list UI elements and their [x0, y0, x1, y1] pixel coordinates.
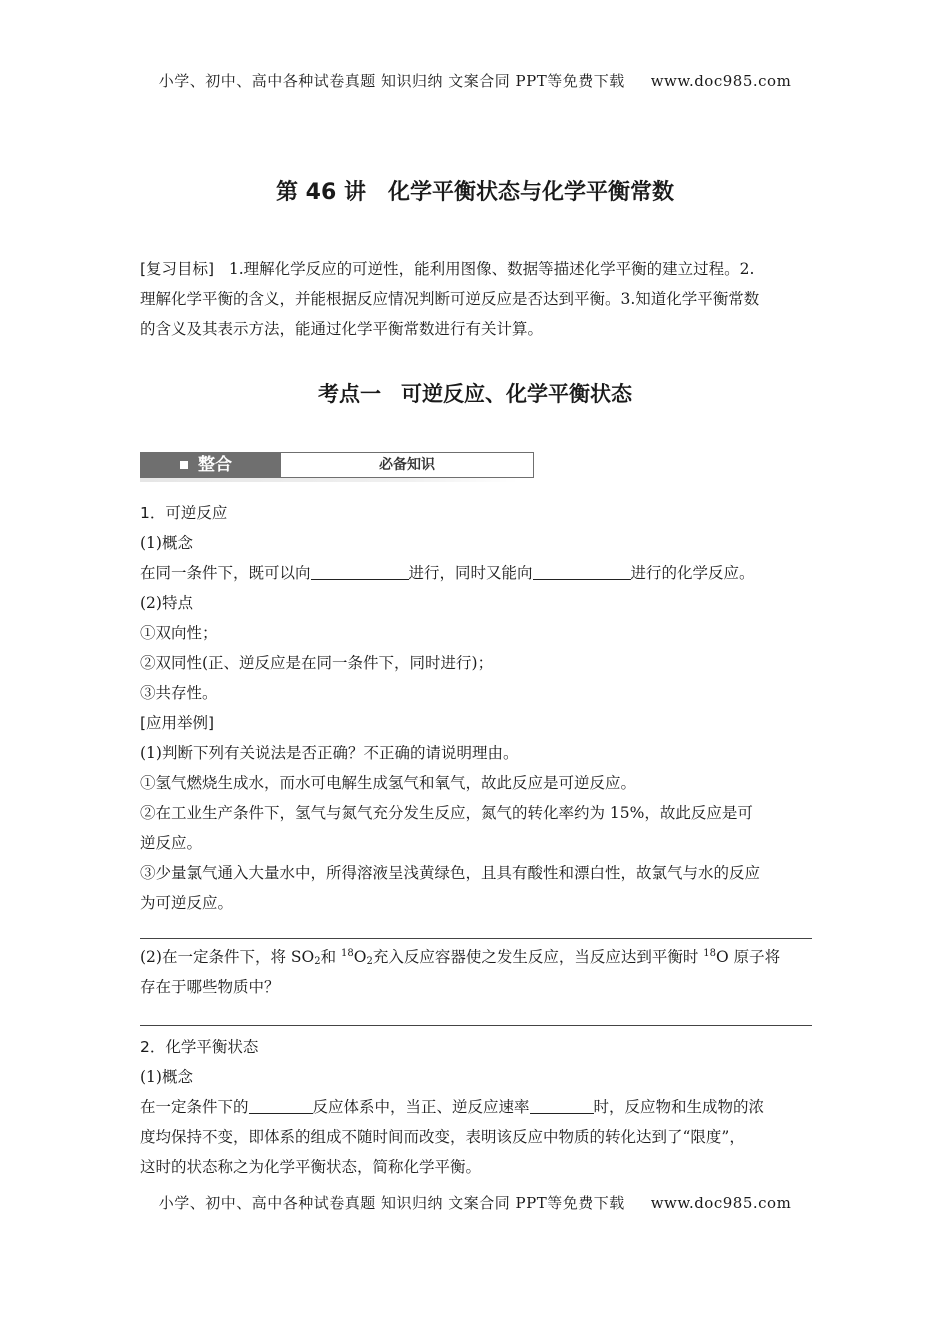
answer-line-1[interactable] [140, 938, 812, 939]
banner-left-label: 整合 [198, 455, 232, 475]
goals-line-3: 的含义及其表示方法，能通过化学平衡常数进行有关计算。 [140, 320, 544, 338]
banner-dark-tab [140, 452, 280, 478]
answer-line-2[interactable] [140, 1025, 812, 1026]
q2-part-c: O [353, 948, 367, 966]
square-bullet-icon [180, 461, 188, 469]
concept-sentence [140, 558, 812, 588]
fill-blank-2[interactable] [533, 561, 631, 580]
q2-superscript-18b: 18 [703, 948, 717, 959]
goals-line-2: 理解化学平衡的含义，并能根据反应情况判断可逆反应是否达到平衡。3.知道化学平衡常数 [140, 290, 760, 308]
concept-label: (1)概念 [140, 534, 193, 552]
page-header [0, 70, 950, 91]
fill-blank-1[interactable] [311, 561, 409, 580]
feature-2: ②双同性(正、逆反应是在同一条件下，同时进行)； [140, 654, 494, 672]
eq-concept-label: (1)概念 [140, 1068, 193, 1086]
review-goals [140, 254, 812, 344]
question-1a: ①氢气燃烧生成水，而水可电解生成氢气和氧气，故此反应是可逆反应。 [140, 774, 637, 792]
q2-part-e: O 原子将 [716, 948, 781, 966]
banner-right-label: 必备知识 [280, 452, 534, 478]
question-1b-line-1: ②在工业生产条件下，氢气与氮气充分发生反应，氮气的转化率约为 15%，故此反应是可 [140, 804, 753, 822]
page-footer [0, 1192, 950, 1213]
question-1c-line-1: ③少量氯气通入大量水中，所得溶液呈浅黄绿色，且具有酸性和漂白性，故氯气与水的反应 [140, 864, 761, 882]
kaodian-title: 可逆反应、化学平衡状态 [401, 382, 632, 406]
fill-blank-3[interactable] [249, 1095, 313, 1114]
question-1c-line-2: 为可逆反应。 [140, 894, 234, 912]
q2-part-a: (2)在一定条件下，将 SO [140, 948, 315, 966]
footer-url[interactable]: www.doc985.com [650, 1194, 792, 1212]
section-heading [0, 378, 950, 408]
eq-concept-line-1 [140, 1092, 812, 1122]
q2-subscript-2: 2 [314, 956, 321, 967]
heading-equilibrium: 2．化学平衡状态 [140, 1038, 259, 1056]
example-label: [应用举例] [140, 714, 215, 732]
concept-part-a: 在同一条件下，既可以向 [140, 564, 311, 582]
feature-label: (2)特点 [140, 594, 193, 612]
concept-part-c: 进行的化学反应。 [630, 564, 755, 582]
goals-label: [复习目标] [140, 260, 215, 278]
feature-1: ①双向性； [140, 624, 218, 642]
reversible-reaction-section [140, 498, 812, 918]
fill-blank-4[interactable] [530, 1095, 594, 1114]
q2-part-b: 和 [320, 948, 342, 966]
kaodian-label: 考点一 [318, 382, 381, 406]
lecture-topic: 化学平衡状态与化学平衡常数 [387, 180, 674, 205]
eq-part-b: 反应体系中，当正、逆反应速率 [312, 1098, 530, 1116]
question-2 [140, 942, 812, 1002]
eq-concept-line-3: 这时的状态称之为化学平衡状态，简称化学平衡。 [140, 1158, 482, 1176]
equilibrium-state-section [140, 1032, 812, 1182]
goals-line-1: 1.理解化学反应的可逆性，能利用图像、数据等描述化学平衡的建立过程。2. [228, 260, 755, 278]
question-1b-line-2: 逆反应。 [140, 834, 203, 852]
section-banner [140, 452, 518, 482]
heading-reversible: 1．可逆反应 [140, 504, 228, 522]
q2-subscript-2b: 2 [366, 956, 373, 967]
eq-concept-line-2: 度均保持不变，即体系的组成不随时间而改变，表明该反应中物质的转化达到了“限度”， [140, 1128, 745, 1146]
q2-part-d: 充入反应容器使之发生反应，当反应达到平衡时 [372, 948, 704, 966]
header-text: 小学、初中、高中各种试卷真题 知识归纳 文案合同 PPT等免费下载 [158, 72, 625, 90]
header-url[interactable]: www.doc985.com [650, 72, 792, 90]
feature-3: ③共存性。 [140, 684, 218, 702]
question-2-line-2: 存在于哪些物质中？ [140, 978, 280, 996]
eq-part-a: 在一定条件下的 [140, 1098, 249, 1116]
q2-superscript-18a: 18 [341, 948, 354, 959]
eq-part-c: 时，反应物和生成物的浓 [593, 1098, 765, 1116]
question-2-line-1 [140, 942, 812, 972]
footer-text: 小学、初中、高中各种试卷真题 知识归纳 文案合同 PPT等免费下载 [158, 1194, 625, 1212]
concept-part-b: 进行，同时又能向 [408, 564, 533, 582]
question-1: (1)判断下列有关说法是否正确？不正确的请说明理由。 [140, 744, 519, 762]
lecture-title [0, 175, 950, 206]
lecture-number: 第 46 讲 [276, 180, 366, 205]
